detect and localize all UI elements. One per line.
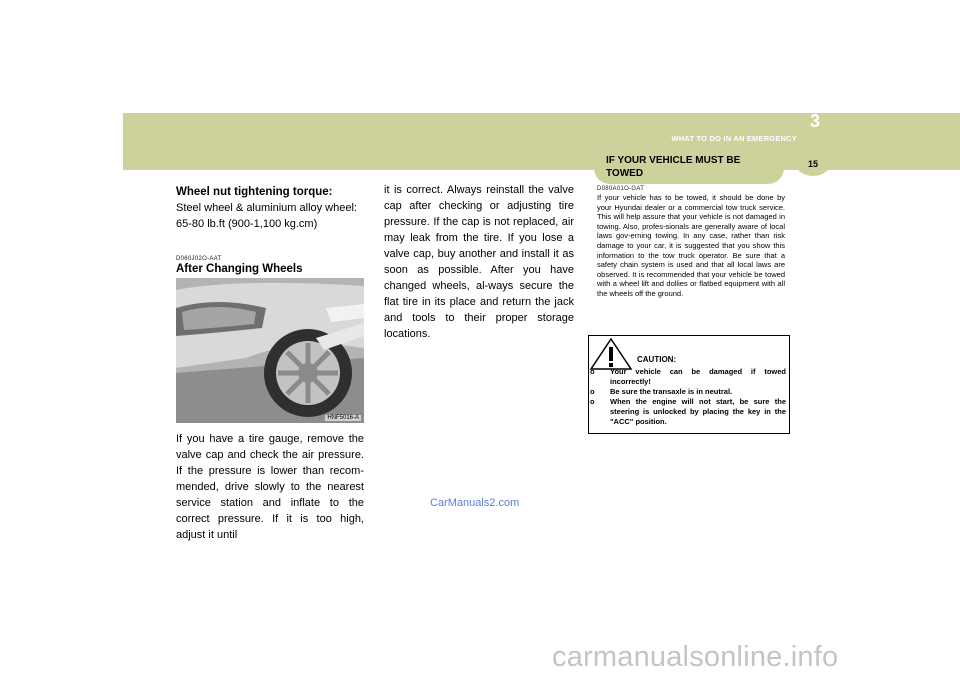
torque-title: Wheel nut tightening torque: (176, 186, 333, 198)
middle-body-text: it is correct. Always reinstall the valve cap after checking or adjusting tire pressure. If the cap is not replaced, air may leak from the tire. If you lose a valve cap, buy another and install it as soon as possible. After you have changed wheels, al-ways secure the flat tire in its place and return the jack and tools to their proper storage locations. (384, 184, 574, 340)
towing-body-text: If your vehicle has to be towed, it should be done by your Hyundai dealer or a commercial tow truck service. This will help assure that your vehicle is not damaged in towing. Also, profes-sionals are generally aware of local laws gov-erning towing. In any case, rather than risk damage to your car, it is suggested that you show this information to the tow truck operator. Be sure that a safety chain system is used and that all local laws are observed. It is recommended that your vehicle be towed with a wheel lift and dollies or flatbed equipment with all the wheels off the ground. (597, 193, 785, 298)
section-code: D060J02O-AAT (176, 256, 222, 262)
towing-code: D080A01O-GAT (597, 186, 645, 192)
left-column (176, 184, 364, 543)
caution-title: CAUTION: (637, 355, 677, 364)
torque-line-1: Steel wheel & aluminium alloy wheel: (176, 202, 357, 214)
wheel-figure (176, 278, 364, 423)
middle-column (384, 182, 574, 342)
torque-line-2: 65-80 lb.ft (900-1,100 kg.cm) (176, 218, 318, 230)
chapter-title: WHAT TO DO IN AN EMERGENCY (671, 134, 797, 143)
car-wheel-illustration (176, 278, 364, 423)
watermark-site: carmanualsonline.info (552, 641, 839, 673)
right-column (597, 186, 785, 299)
figure-label: HNF5016-A (327, 415, 359, 421)
caution-item: o When the engine will not start, be sure the steering is unlocked by placing the key in the "ACC" position. (590, 397, 786, 426)
section-heading: IF YOUR VEHICLE MUST BE TOWED (606, 155, 741, 179)
list-bullet: o (590, 367, 595, 376)
caution-list (590, 367, 786, 427)
after-changing-title: After Changing Wheels (176, 263, 303, 275)
caution-item: o Your vehicle can be damaged if towed incorrectly! (590, 367, 786, 386)
watermark-link[interactable]: CarManuals2.com (430, 497, 520, 509)
left-body-text: If you have a tire gauge, remove the valve cap and check the air pressure. If the pressure is lower than recom-mended, drive slowly to the nearest service station and inflate to the correct pressure. If it is too high, adjust it until (176, 433, 364, 541)
caution-item: o Be sure the transaxle is in neutral. (590, 387, 733, 396)
list-bullet: o (590, 387, 595, 396)
chapter-number: 3 (809, 111, 820, 131)
warning-triangle-icon (590, 338, 632, 370)
page-number: 15 (807, 159, 818, 169)
list-bullet: o (590, 397, 595, 406)
